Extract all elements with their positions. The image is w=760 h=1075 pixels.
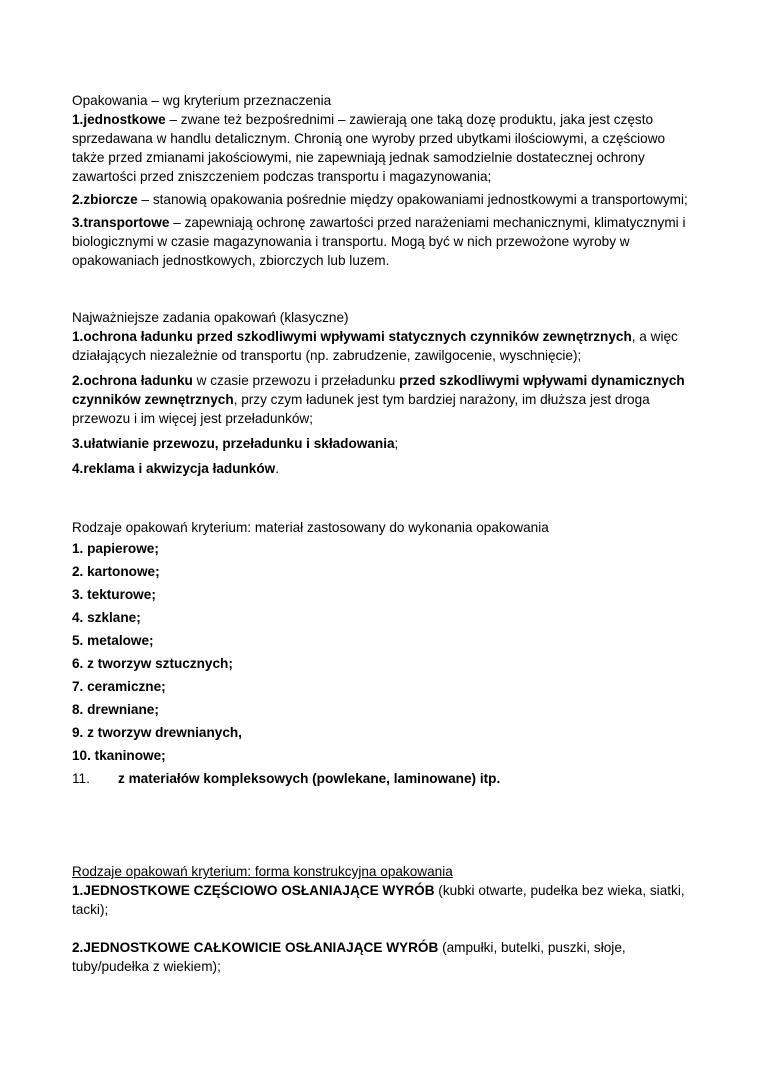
construction-item-2 [72,938,696,976]
construction-item-2-term: 2.JEDNOSTKOWE CAŁKOWICIE OSŁANIAJĄCE WYRÓB [72,940,439,955]
purpose-item-unit [72,110,696,186]
section-purpose [72,91,696,270]
construction-item-2-desc: (ampułki, butelki, puszki, słoje, tuby/pudełka z wiekiem); [72,940,626,974]
task-item-4-bold: 4.reklama i akwizycja ładunków [72,461,276,476]
list-item: 1. papierowe; [72,541,159,556]
list-item: 8. drewniane; [72,702,159,717]
purpose-item-transport-desc: – zapewniają ochronę zawartości przed narażeniami mechanicznymi, klimatycznymi i biologicznymi w czasie magazynowania i transportu. Mogą być w nich przewożone wyroby w opakowaniach jednostkowych, zbiorczych lub luzem. [72,215,686,268]
section-materials [72,518,696,790]
section-construction-heading: Rodzaje opakowań kryterium: forma konstrukcyjna opakowania [72,864,453,879]
list-item-11-text: z materiałów kompleksowych (powlekane, laminowane) itp. [118,771,501,786]
construction-item-1-desc: (kubki otwarte, pudełka bez wieka, siatki, tacki); [72,883,685,917]
materials-list [72,537,696,790]
document-body [72,91,696,976]
task-item-1-text: , a więc działających niezależnie od transportu (np. zabrudzenie, zawilgocenie, wyschnięcie); [72,329,678,363]
section-construction [72,862,696,976]
task-item-1-bold: 1.ochrona ładunku przed szkodliwymi wpływami statycznych czynników zewnętrznych [72,329,632,344]
purpose-item-collective [72,190,696,209]
section-tasks-heading: Najważniejsze zadania opakowań (klasyczne) [72,310,349,325]
list-item: 10. tkaninowe; [72,748,166,763]
section-tasks [72,308,696,478]
task-item-1 [72,327,696,365]
task-item-4-text: . [275,461,280,476]
purpose-item-collective-desc: – stanowią opakowania pośrednie między opakowaniami jednostkowymi a transportowymi; [137,192,688,207]
purpose-item-transport [72,213,696,270]
task-item-2-text-a: w czasie przewozu i przeładunku [192,373,400,388]
task-item-2-bold-b: przed szkodliwymi wpływami dynamicznych czynników zewnętrznych [72,373,685,407]
task-item-3 [72,434,696,453]
task-item-3-text: ; [394,436,399,451]
list-item: 5. metalowe; [72,633,154,648]
task-item-2 [72,371,696,428]
task-item-3-bold: 3.ułatwianie przewozu, przeładunku i składowania [72,436,395,451]
construction-item-1-term: 1.JEDNOSTKOWE CZĘŚCIOWO OSŁANIAJĄCE WYRÓB [72,883,435,898]
list-item: 4. szklane; [72,610,141,625]
purpose-item-unit-desc: – zwane też bezpośrednimi – zawierają one taką dozę produktu, jaka jest często sprzedawana w handlu detalicznym. Chronią one wyroby przed ubytkami ilościowymi, a częściowo także przed zmianami jakościowymi, nie zapewniają jednak samodzielnie dostatecznej ochrony zawartości przed zniszczeniem podczas transportu i magazynowania; [72,112,666,184]
list-item-11 [72,767,696,790]
list-item: 6. z tworzyw sztucznych; [72,656,233,671]
construction-item-1 [72,881,696,919]
list-item: 2. kartonowe; [72,564,160,579]
task-item-2-bold-a: 2.ochrona ładunku [72,373,193,388]
task-item-2-text-b: , przy czym ładunek jest tym bardziej narażony, im dłuższa jest droga przewozu i im więcej jest przeładunków; [72,392,650,426]
section-purpose-heading: Opakowania – wg kryterium przeznaczenia [72,93,332,108]
list-item: 9. z tworzyw drewnianych, [72,725,242,740]
list-item: 3. tekturowe; [72,587,156,602]
section-materials-heading: Rodzaje opakowań kryterium: materiał zastosowany do wykonania opakowania [72,520,549,535]
list-item: 7. ceramiczne; [72,679,166,694]
purpose-item-collective-term: 2.zbiorcze [72,192,138,207]
purpose-item-transport-term: 3.transportowe [72,215,170,230]
task-item-4 [72,459,696,478]
purpose-item-unit-term: 1.jednostkowe [72,112,166,127]
list-item-11-number: 11. [72,771,90,786]
